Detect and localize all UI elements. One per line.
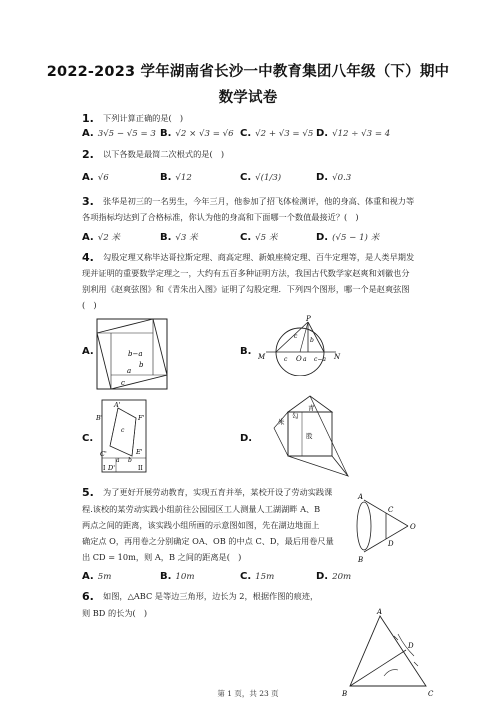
exam-title-line2: 数学试卷 (218, 90, 278, 106)
q3-option-a[interactable] (82, 231, 120, 243)
q1-option-a[interactable] (82, 128, 156, 139)
fig6-label-c: C (428, 690, 434, 698)
q5-option-d[interactable] (316, 571, 351, 582)
fig-c-label-f: F' (138, 414, 145, 422)
question-1-number: 1. (82, 112, 94, 125)
fig-d-label-gu: 股 (306, 432, 313, 440)
option-label: A. (82, 172, 94, 183)
question-1-text: 下列计算正确的是( ) (103, 113, 184, 123)
fig-c-label-a-side: a (116, 457, 120, 464)
q4-option-d-label[interactable]: D. (240, 433, 253, 444)
fig-d-label-zhu: 朱 (278, 418, 285, 426)
option-label: A. (82, 128, 94, 139)
q3-option-b[interactable] (160, 231, 198, 243)
fig5-label-c: C (388, 506, 394, 514)
fig-b-label-c: c (294, 333, 298, 340)
option-expr: √0.3 (332, 173, 352, 183)
option-label: B. (160, 172, 172, 183)
question-4-line3: 别利用《赵爽弦图》和《青朱出入图》证明了勾股定理．下列四个图形，哪一个是赵爽弦图 (82, 284, 410, 294)
option-expr: 5m (97, 572, 112, 582)
fig-b-label-n: N (334, 353, 341, 361)
q1-option-c[interactable] (240, 128, 313, 139)
option-label: C. (240, 172, 252, 183)
lake-distance-figure (354, 492, 418, 564)
circle-proof-figure-b[interactable] (258, 314, 342, 376)
question-4-number: 4. (82, 251, 94, 264)
option-expr: 15m (255, 572, 275, 582)
question-4-line2: 现并证明的重要数学定理之一，大约有五百多种证明方法，我国古代数学家赵爽和刘徽也分 (82, 268, 410, 278)
fig-c-label-b-side: b (128, 457, 132, 464)
option-expr: 3√5 − √5 = 3 (97, 129, 156, 139)
q3-option-c[interactable] (240, 231, 277, 243)
q3-option-d[interactable] (316, 231, 379, 243)
question-6-number: 6. (82, 590, 94, 603)
option-expr: √3 米 (175, 233, 198, 243)
option-expr: 10m (175, 572, 195, 582)
fig-b-label-ca: c−a (314, 356, 326, 363)
option-expr: √2 × √3 = √6 (175, 129, 234, 139)
q1-option-b[interactable] (160, 128, 234, 139)
option-label: A. (82, 232, 94, 243)
q2-option-a[interactable] (82, 172, 109, 183)
qing-zhu-figure-d[interactable] (272, 394, 350, 478)
fig-c-label-d: D' (108, 464, 115, 472)
option-label: D. (316, 232, 329, 243)
option-expr: √2 米 (97, 233, 121, 243)
option-label: B. (160, 571, 172, 582)
proof-figure-c[interactable] (96, 398, 156, 476)
page-footer: 第 1 页，共 23 页 (217, 689, 279, 698)
q4-option-c-label[interactable]: C. (82, 433, 94, 444)
fig5-label-b: B (358, 556, 364, 564)
option-expr: √2 + √3 = √5 (255, 129, 314, 139)
option-expr: 20m (332, 572, 352, 582)
option-expr: √12 ÷ √3 = 4 (332, 129, 391, 139)
option-label: B. (160, 232, 172, 243)
fig5-label-d: D (388, 540, 394, 548)
fig6-label-d: D (408, 642, 414, 650)
question-5-line4: 确定点 O，再用卷之分别确定 OA、OB 的中点 C、D，最后用卷尺量 (82, 536, 334, 546)
option-label: D. (316, 128, 329, 139)
question-2-text: 以下各数是最简二次根式的是( ) (103, 149, 225, 159)
option-expr: √12 (175, 173, 192, 183)
q2-option-c[interactable] (240, 172, 281, 183)
option-label: D. (316, 172, 329, 183)
fig-b-label-c2: c (284, 356, 288, 363)
fig-c-label-e: E' (136, 448, 143, 456)
q5-option-a[interactable] (82, 571, 111, 582)
question-5-line5: 出 CD = 10m，则 A，B 之间的距离是( ) (82, 552, 242, 562)
question-6-line2: 则 BD 的长为( ) (82, 608, 148, 618)
fig6-label-a: A (377, 608, 383, 616)
question-5-line1: 为了更好开展劳动教育，实现五育并举，某校开设了劳动实践课 (103, 487, 333, 497)
question-4-line4: ( ) (82, 300, 97, 310)
q2-option-b[interactable] (160, 172, 192, 183)
option-label: A. (82, 571, 94, 582)
fig-a-label-a: a (127, 367, 132, 375)
question-5-line2: 程.该校的某劳动实践小组前往公园园区工人测量人工湖湖畔 A、B (82, 504, 321, 514)
question-2-number: 2. (82, 148, 94, 161)
fig-b-label-m: M (258, 353, 266, 361)
exam-title-line1: 2022-2023 学年湖南省长沙一中教育集团八年级（下）期中 (46, 64, 450, 80)
q4-option-a-label[interactable]: A. (82, 346, 94, 357)
fig-b-label-a: a (303, 356, 307, 363)
q5-option-c[interactable] (240, 571, 274, 582)
fig-a-label-ba: b−a (128, 350, 143, 358)
fig5-label-o: O (410, 523, 416, 531)
option-expr: (√5 − 1) 米 (332, 233, 380, 243)
fig-c-label-b: B' (96, 414, 103, 422)
fig-b-label-o: O (296, 355, 302, 363)
fig-a-label-b: b (139, 361, 144, 369)
fig-b-label-b: b (310, 337, 314, 344)
question-4-line1: 勾股定理又称毕达哥拉斯定理、商高定理、新娘座椅定理、百牛定理等，是人类早期发 (103, 252, 415, 262)
question-5-line3: 两点之间的距离，该实践小组所画的示意图如图，先在湖边地面上 (82, 520, 320, 530)
question-3-line2: 各项指标均达到了合格标准，你认为他的身高和下面哪一个数值最接近？( ) (82, 212, 359, 222)
fig-c-label-c: C' (100, 450, 107, 458)
question-3-number: 3. (82, 195, 94, 208)
fig-c-label-i: I (103, 465, 106, 472)
q1-option-d[interactable] (316, 128, 390, 139)
fig-b-label-p: P (306, 315, 311, 323)
q5-option-b[interactable] (160, 571, 195, 582)
fig-c-label-ii: II (138, 465, 143, 472)
question-6-line1: 如图，△ABC 是等边三角形，边长为 2，根据作图的痕迹， (103, 591, 319, 601)
option-expr: √6 (97, 173, 109, 183)
option-label: B. (160, 128, 172, 139)
fig-c-label-c-side: c (121, 427, 125, 434)
question-3-line1: 张华是初三的一名男生，今年三月，他参加了招飞体检测评，他的身高、体重和视力等 (103, 196, 415, 206)
question-5-number: 5. (82, 486, 94, 499)
fig-c-label-a: A' (114, 401, 121, 409)
option-expr: √(1/3) (255, 173, 282, 183)
fig6-label-b: B (342, 690, 348, 698)
fig-a-label-c: c (121, 379, 125, 387)
equilateral-triangle-figure (340, 606, 440, 698)
fig-d-label-qing: 青 (308, 404, 315, 412)
fig5-label-a: A (358, 493, 364, 501)
option-label: C. (240, 232, 252, 243)
option-expr: √5 米 (255, 233, 278, 243)
option-label: C. (240, 571, 252, 582)
fig-d-label-gou: 勾 (292, 412, 299, 420)
q2-option-d[interactable] (316, 172, 351, 183)
zhao-shuang-figure-a[interactable] (96, 318, 168, 390)
option-label: C. (240, 128, 252, 139)
option-label: D. (316, 571, 329, 582)
q4-option-b-label[interactable]: B. (240, 346, 252, 357)
